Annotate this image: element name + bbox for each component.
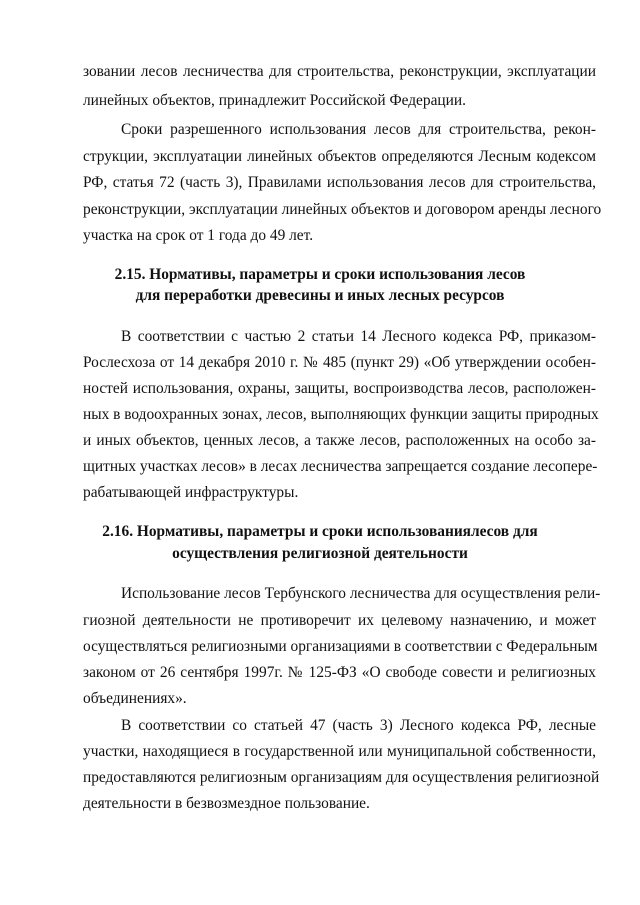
section-heading-2-16: 2.16. Нормативы, параметры и сроки использованиялесов для [102, 523, 538, 540]
paragraph-line: участки, находящиеся в государственной или муниципальной собственности, [83, 743, 596, 760]
paragraph-line: линейных объектов, принадлежит Российской Федерации. [83, 92, 466, 109]
paragraph-line: осуществляться религиозными организациями в соответствии с Федеральным [83, 638, 598, 655]
paragraph-line: струкции, эксплуатации линейных объектов определяются Лесным кодексом [83, 148, 596, 165]
paragraph-line: гиозной деятельности не противоречит их целевому назначению, и может [83, 612, 596, 629]
paragraph-line: деятельности в безвозмездное пользование. [83, 795, 370, 812]
paragraph-line: предоставляются религиозным организациям для осуществления религиозной [83, 769, 600, 786]
paragraph-line: Рослесхоза от 14 декабря 2010 г. № 485 (пункт 29) «Об утверждении особен- [83, 354, 596, 371]
paragraph-line: законом от 26 сентября 1997г. № 125-ФЗ «О свободе совести и религиозных [83, 664, 596, 681]
paragraph-line: участка на срок от 1 года до 49 лет. [83, 227, 314, 244]
paragraph-line: Сроки разрешенного использования лесов для строительства, рекон- [121, 121, 596, 138]
paragraph-line: В соответствии с частью 2 статьи 14 Лесного кодекса РФ, приказом- [121, 328, 596, 345]
paragraph-line: реконструкции, эксплуатации линейных объектов и договором аренды лесного [83, 201, 602, 218]
section-heading-2-16: осуществления религиозной деятельности [172, 545, 468, 562]
paragraph-line: щитных участках лесов» в лесах лесничества запрещается создание лесопере- [83, 458, 598, 475]
section-heading-2-15: для переработки древесины и иных лесных ресурсов [135, 287, 505, 304]
section-heading-2-15: 2.15. Нормативы, параметры и сроки использования лесов [114, 266, 526, 283]
paragraph-line: РФ, статья 72 (часть 3), Правилами использования лесов для строительства, [83, 174, 596, 191]
paragraph-line: объединениях». [83, 690, 187, 707]
paragraph-line: В соответствии со статьей 47 (часть 3) Лесного кодекса РФ, лесные [121, 717, 596, 734]
paragraph-line: Использование лесов Тербунского лесничества для осуществления рели- [121, 585, 601, 602]
paragraph-line: зовании лесов лесничества для строительства, реконструкции, эксплуатации [83, 63, 596, 80]
paragraph-line: рабатывающей инфраструктуры. [83, 484, 299, 501]
paragraph-line: и иных объектов, ценных лесов, а также лесов, расположенных на особо за- [83, 432, 596, 449]
paragraph-line: ных в водоохранных зонах, лесов, выполняющих функции защиты природных [83, 406, 599, 423]
paragraph-line: ностей использования, охраны, защиты, воспроизводства лесов, расположен- [83, 380, 596, 397]
